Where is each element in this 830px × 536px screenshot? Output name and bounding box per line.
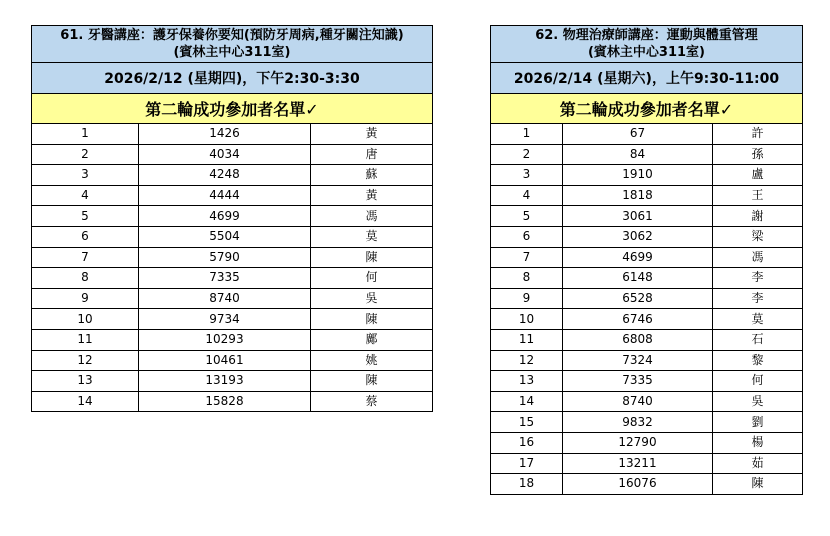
session-datetime-row — [491, 63, 803, 94]
row-number-cell: 1 — [491, 124, 563, 145]
participant-row — [491, 432, 803, 453]
session-title — [32, 26, 433, 63]
member-number-cell: 84 — [563, 144, 713, 165]
row-number-cell: 9 — [32, 288, 139, 309]
member-number-cell: 16076 — [563, 474, 713, 495]
participant-row — [32, 329, 433, 350]
surname-cell: 陳 — [713, 474, 803, 495]
surname-cell: 鄺 — [311, 329, 433, 350]
row-number-cell: 9 — [491, 288, 563, 309]
session-title-line2: (賓林主中心311室) — [587, 45, 706, 60]
participant-row — [491, 144, 803, 165]
participant-row — [491, 268, 803, 289]
participants-banner-row — [491, 94, 803, 124]
row-number-cell: 3 — [32, 165, 139, 186]
member-number-cell: 13193 — [139, 371, 311, 392]
row-number-cell: 8 — [491, 268, 563, 289]
member-number-cell: 7324 — [563, 350, 713, 371]
row-number-cell: 13 — [32, 371, 139, 392]
participant-row — [32, 247, 433, 268]
surname-cell: 石 — [713, 329, 803, 350]
surname-cell: 蔡 — [311, 391, 433, 412]
session-title-line1: 62. 物理治療師講座：運動與體重管理 — [535, 28, 758, 43]
participant-row — [32, 371, 433, 392]
surname-cell: 黎 — [713, 350, 803, 371]
row-number-cell: 8 — [32, 268, 139, 289]
member-number-cell: 4248 — [139, 165, 311, 186]
session-title-row — [32, 26, 433, 63]
member-number-cell: 4034 — [139, 144, 311, 165]
surname-cell: 唐 — [311, 144, 433, 165]
surname-cell: 楊 — [713, 432, 803, 453]
session-title — [491, 26, 803, 63]
session-datetime: 2026/2/12 (星期四)，下午2:30-3:30 — [32, 63, 433, 94]
member-number-cell: 6808 — [563, 329, 713, 350]
session-title-line2: (賓林主中心311室) — [173, 45, 291, 60]
row-number-cell: 14 — [491, 391, 563, 412]
surname-cell: 莫 — [311, 226, 433, 247]
row-number-cell: 15 — [491, 412, 563, 433]
member-number-cell: 4444 — [139, 185, 311, 206]
row-number-cell: 10 — [491, 309, 563, 330]
surname-cell: 李 — [713, 268, 803, 289]
surname-cell: 孫 — [713, 144, 803, 165]
surname-cell: 謝 — [713, 206, 803, 227]
row-number-cell: 17 — [491, 453, 563, 474]
member-number-cell: 1426 — [139, 124, 311, 145]
member-number-cell: 7335 — [563, 371, 713, 392]
participant-row — [491, 206, 803, 227]
member-number-cell: 3061 — [563, 206, 713, 227]
surname-cell: 馮 — [713, 247, 803, 268]
surname-cell: 李 — [713, 288, 803, 309]
participants-banner: 第二輪成功參加者名單✓ — [32, 94, 433, 124]
row-number-cell: 5 — [32, 206, 139, 227]
surname-cell: 盧 — [713, 165, 803, 186]
surname-cell: 梁 — [713, 226, 803, 247]
participant-row — [491, 226, 803, 247]
row-number-cell: 14 — [32, 391, 139, 412]
row-number-cell: 7 — [32, 247, 139, 268]
row-number-cell: 12 — [32, 350, 139, 371]
participant-row — [32, 144, 433, 165]
participant-row — [491, 247, 803, 268]
member-number-cell: 3062 — [563, 226, 713, 247]
participant-row — [491, 391, 803, 412]
member-number-cell: 10461 — [139, 350, 311, 371]
participant-row — [32, 165, 433, 186]
member-number-cell: 6528 — [563, 288, 713, 309]
participant-row — [491, 165, 803, 186]
participants-banner: 第二輪成功參加者名單✓ — [491, 94, 803, 124]
row-number-cell: 10 — [32, 309, 139, 330]
row-number-cell: 6 — [491, 226, 563, 247]
surname-cell: 陳 — [311, 371, 433, 392]
surname-cell: 許 — [713, 124, 803, 145]
session-title-line1: 61. 牙醫講座：護牙保養你要知(預防牙周病,種牙關注知識) — [60, 28, 404, 43]
session-datetime: 2026/2/14 (星期六)，上午9:30-11:00 — [491, 63, 803, 94]
participant-row — [32, 391, 433, 412]
member-number-cell: 10293 — [139, 329, 311, 350]
surname-cell: 吳 — [713, 391, 803, 412]
participant-row — [491, 453, 803, 474]
surname-cell: 何 — [713, 371, 803, 392]
participant-row — [491, 412, 803, 433]
member-number-cell: 12790 — [563, 432, 713, 453]
member-number-cell: 8740 — [563, 391, 713, 412]
participant-rows — [32, 124, 433, 412]
row-number-cell: 11 — [491, 329, 563, 350]
surname-cell: 茹 — [713, 453, 803, 474]
member-number-cell: 5790 — [139, 247, 311, 268]
row-number-cell: 4 — [32, 185, 139, 206]
participant-row — [32, 309, 433, 330]
participant-row — [491, 288, 803, 309]
participant-row — [32, 206, 433, 227]
session-datetime-row — [32, 63, 433, 94]
participant-row — [32, 268, 433, 289]
member-number-cell: 9734 — [139, 309, 311, 330]
surname-cell: 莫 — [713, 309, 803, 330]
row-number-cell: 2 — [32, 144, 139, 165]
member-number-cell: 13211 — [563, 453, 713, 474]
member-number-cell: 6148 — [563, 268, 713, 289]
participant-row — [491, 371, 803, 392]
surname-cell: 吳 — [311, 288, 433, 309]
row-number-cell: 7 — [491, 247, 563, 268]
surname-cell: 陳 — [311, 309, 433, 330]
member-number-cell: 9832 — [563, 412, 713, 433]
surname-cell: 何 — [311, 268, 433, 289]
surname-cell: 劉 — [713, 412, 803, 433]
participant-row — [491, 309, 803, 330]
participant-row — [491, 329, 803, 350]
row-number-cell: 18 — [491, 474, 563, 495]
participant-rows — [491, 124, 803, 495]
member-number-cell: 67 — [563, 124, 713, 145]
surname-cell: 姚 — [311, 350, 433, 371]
participant-row — [32, 350, 433, 371]
member-number-cell: 6746 — [563, 309, 713, 330]
participant-row — [491, 124, 803, 145]
member-number-cell: 15828 — [139, 391, 311, 412]
participant-row — [32, 226, 433, 247]
member-number-cell: 8740 — [139, 288, 311, 309]
row-number-cell: 6 — [32, 226, 139, 247]
session-title-row — [491, 26, 803, 63]
member-number-cell: 5504 — [139, 226, 311, 247]
row-number-cell: 5 — [491, 206, 563, 227]
member-number-cell: 1910 — [563, 165, 713, 186]
participant-row — [32, 185, 433, 206]
row-number-cell: 13 — [491, 371, 563, 392]
participants-banner-row — [32, 94, 433, 124]
member-number-cell: 7335 — [139, 268, 311, 289]
row-number-cell: 2 — [491, 144, 563, 165]
surname-cell: 陳 — [311, 247, 433, 268]
member-number-cell: 1818 — [563, 185, 713, 206]
surname-cell: 黃 — [311, 124, 433, 145]
member-number-cell: 4699 — [139, 206, 311, 227]
row-number-cell: 3 — [491, 165, 563, 186]
participant-row — [491, 350, 803, 371]
surname-cell: 馮 — [311, 206, 433, 227]
surname-cell: 王 — [713, 185, 803, 206]
member-number-cell: 4699 — [563, 247, 713, 268]
session-61-table — [31, 25, 433, 412]
row-number-cell: 12 — [491, 350, 563, 371]
participant-row — [491, 474, 803, 495]
row-number-cell: 16 — [491, 432, 563, 453]
participant-row — [491, 185, 803, 206]
row-number-cell: 1 — [32, 124, 139, 145]
participant-row — [32, 124, 433, 145]
surname-cell: 蘇 — [311, 165, 433, 186]
surname-cell: 黃 — [311, 185, 433, 206]
participant-row — [32, 288, 433, 309]
row-number-cell: 4 — [491, 185, 563, 206]
row-number-cell: 11 — [32, 329, 139, 350]
session-62-table — [490, 25, 803, 495]
